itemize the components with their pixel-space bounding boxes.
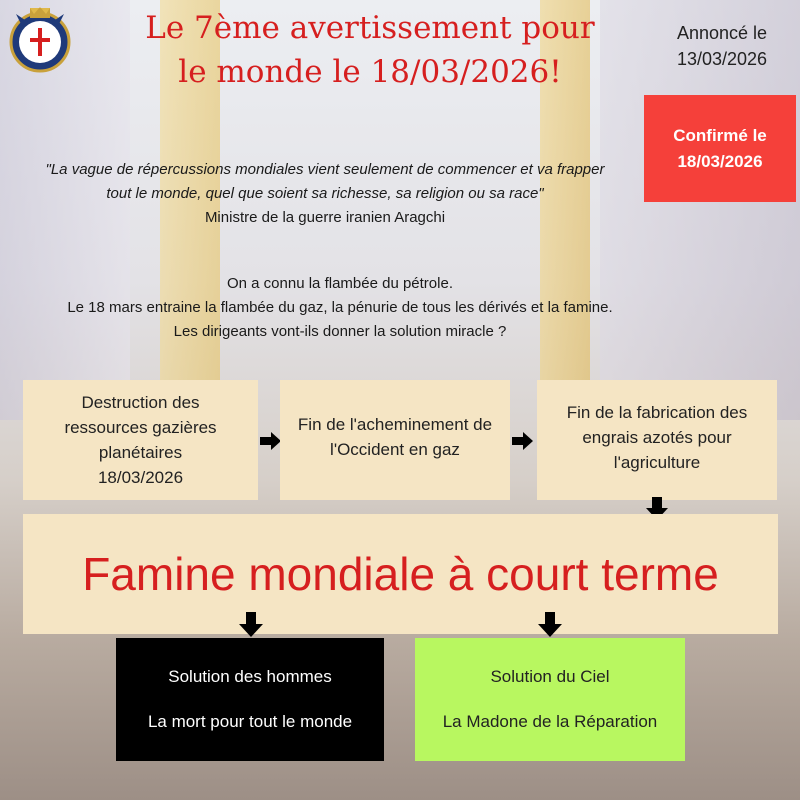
solution-men-title: Solution des hommes	[168, 667, 332, 686]
arrow-down-icon	[238, 612, 264, 638]
confirmed-line-1: Confirmé le	[673, 125, 767, 145]
flow-box-gas-supply	[280, 380, 510, 500]
statement-line-3: Les dirigeants vont-ils donner la solution miracle ?	[173, 323, 507, 340]
famine-banner	[23, 514, 778, 634]
flow-box-fertilizer	[537, 380, 777, 500]
flow-box-destruction	[23, 380, 258, 500]
arrow-right-icon	[260, 430, 282, 452]
announced-date: 13/03/2026	[676, 49, 768, 69]
page-title	[90, 6, 650, 94]
box1-line-3: planétaires	[98, 443, 183, 462]
solution-men-text: La mort pour tout le monde	[147, 712, 353, 731]
quote-block	[25, 158, 625, 230]
quote-line-1: "La vague de répercussions mondiales vient seulement de commencer et va frapper	[45, 161, 605, 178]
title-line-2: le monde le 18/03/2026!	[178, 54, 562, 90]
arrow-right-icon	[512, 430, 534, 452]
announced-info	[652, 20, 792, 72]
solution-heaven-text: La Madone de la Réparation	[442, 712, 658, 731]
box3-line-1: Fin de la fabrication des	[566, 403, 748, 422]
crest-logo	[8, 6, 72, 74]
box3-line-2: engrais azotés pour	[582, 428, 732, 447]
box1-line-2: ressources gazières	[64, 418, 217, 437]
famine-text: Famine mondiale à court terme	[82, 548, 719, 600]
statement-line-2: Le 18 mars entraine la flambée du gaz, la pénurie de tous les dérivés et la famine.	[67, 299, 613, 316]
box3-line-3: l'agriculture	[613, 453, 701, 472]
box1-line-1: Destruction des	[81, 393, 200, 412]
box1-line-4: 18/03/2026	[97, 468, 184, 487]
box2-line-2: l'Occident en gaz	[330, 440, 460, 459]
title-line-1: Le 7ème avertissement pour	[145, 10, 595, 46]
statement-block	[40, 272, 640, 344]
solution-heaven-title: Solution du Ciel	[490, 667, 610, 686]
confirmed-badge	[644, 95, 796, 202]
solution-men-box	[116, 638, 384, 761]
solution-heaven-box	[415, 638, 685, 761]
quote-line-2: tout le monde, quel que soient sa richesse, sa religion ou sa race"	[106, 185, 544, 202]
box2-line-1: Fin de l'acheminement de	[297, 415, 493, 434]
quote-author: Ministre de la guerre iranien Aragchi	[204, 209, 446, 226]
arrow-down-icon	[537, 612, 563, 638]
announced-label: Annoncé le	[676, 23, 768, 43]
statement-line-1: On a connu la flambée du pétrole.	[227, 275, 453, 292]
confirmed-line-2: 18/03/2026	[677, 151, 763, 171]
